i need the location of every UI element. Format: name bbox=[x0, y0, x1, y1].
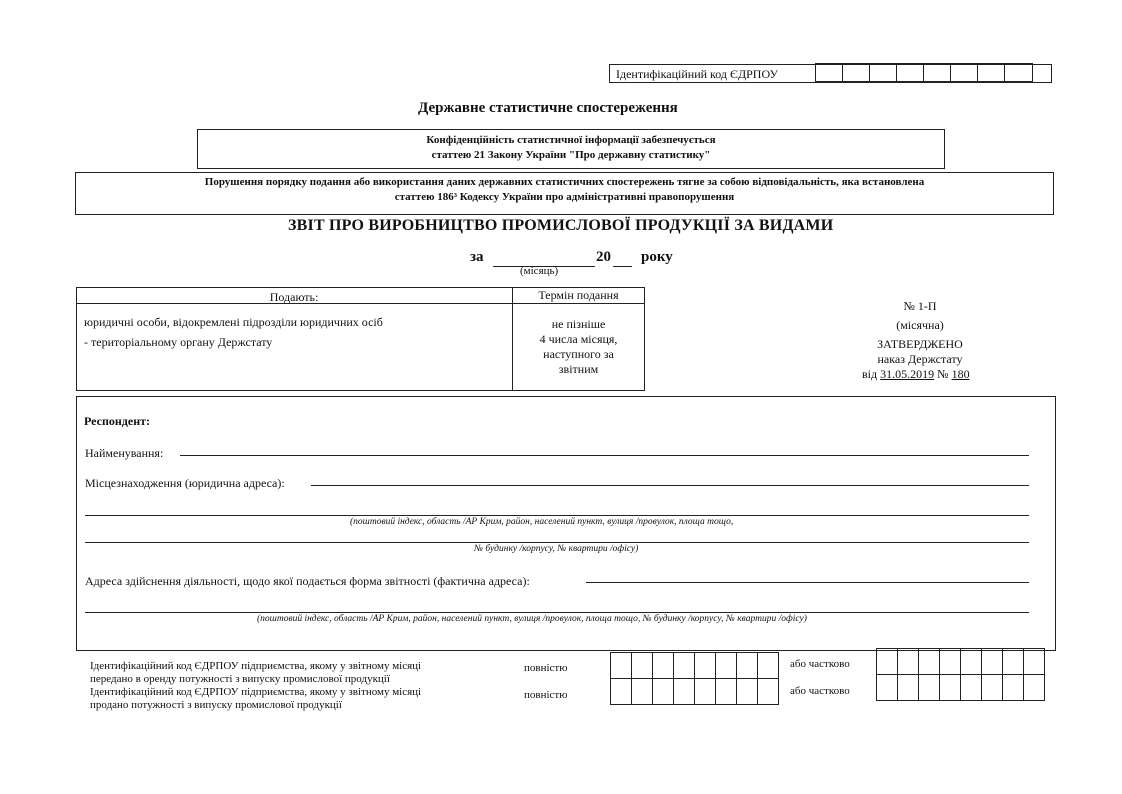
rent-label-line2: передано в оренду потужності з випуску промислової продукції bbox=[90, 673, 390, 685]
rent-partially-label: або частково bbox=[790, 658, 850, 670]
sold-label-line1: Ідентифікаційний код ЄДРПОУ підприємства, якому у звітному місяці bbox=[90, 686, 422, 698]
form-date-prefix: від bbox=[862, 367, 878, 381]
submit-col2-line3: наступного за bbox=[543, 347, 614, 361]
month-hint: (місяць) bbox=[520, 265, 559, 277]
rent-label-line1: Ідентифікаційний код ЄДРПОУ підприємства, якому у звітному місяці bbox=[90, 660, 422, 672]
report-title: ЗВІТ ПРО ВИРОБНИЦТВО ПРОМИСЛОВОЇ ПРОДУКЦІЇ ЗА ВИДАМИ bbox=[288, 217, 834, 234]
partially-code-grid[interactable] bbox=[877, 648, 1045, 701]
edrpou-code-cells[interactable] bbox=[816, 64, 1033, 82]
legal-address-hint2: № будинку /корпусу, № квартири /офісу) bbox=[474, 544, 639, 554]
period-za: за bbox=[470, 249, 484, 265]
actual-address-field[interactable] bbox=[586, 582, 1029, 583]
name-label: Найменування: bbox=[85, 446, 164, 460]
submit-col1-header: Подають: bbox=[269, 290, 319, 304]
form-order: наказ Держстату bbox=[877, 352, 963, 366]
submit-col2-line1: не пізніше bbox=[551, 317, 606, 331]
survey-title: Державне статистичне спостереження bbox=[418, 100, 678, 116]
year-field[interactable] bbox=[613, 266, 632, 267]
form-num: 180 bbox=[951, 367, 970, 381]
legal-address-field-2[interactable] bbox=[85, 515, 1029, 516]
form-num-prefix: № bbox=[937, 367, 949, 381]
legal-address-field-3[interactable] bbox=[85, 542, 1029, 543]
form-number: № 1-П bbox=[903, 299, 937, 313]
year-prefix: 20 bbox=[596, 249, 611, 265]
actual-address-hint: (поштовий індекс, область /АР Крим, район, населений пункт, вулиця /провулок, площа тощо, № будинку /корпусу, № квартири /офісу) bbox=[257, 614, 807, 624]
form-approval-date-line bbox=[862, 367, 970, 382]
submit-col2-header: Термін подання bbox=[538, 288, 619, 302]
confidentiality-line2: статтею 21 Закону України "Про державну статистику" bbox=[431, 149, 711, 161]
form-periodicity: (місячна) bbox=[896, 318, 944, 332]
sold-label-line2: продано потужності з випуску промислової продукції bbox=[90, 699, 342, 711]
actual-address-field-2[interactable] bbox=[85, 612, 1029, 613]
sold-partially-label: або частково bbox=[790, 685, 850, 697]
respondent-title: Респондент: bbox=[84, 414, 150, 428]
submit-col2-line4: звітним bbox=[558, 362, 599, 376]
submit-col2-line2: 4 числа місяця, bbox=[539, 332, 618, 346]
year-suffix: року bbox=[641, 249, 673, 265]
legal-address-hint1: (поштовий індекс, область /АР Крим, район, населений пункт, вулиця /провулок, площа тощо, bbox=[350, 517, 734, 527]
submit-col1-line2: - територіальному органу Держстату bbox=[84, 335, 273, 349]
name-field[interactable] bbox=[180, 455, 1029, 456]
legal-address-field[interactable] bbox=[311, 485, 1029, 486]
form-date: 31.05.2019 bbox=[880, 367, 935, 381]
rent-fully-label: повністю bbox=[524, 662, 568, 674]
violation-line2: статтею 186³ Кодексу України про адміністративні правопорушення bbox=[394, 191, 735, 203]
sold-fully-label: повністю bbox=[524, 689, 568, 701]
violation-line1: Порушення порядку подання або використання даних державних статистичних спостережень тягне за собою відповідальність, яка встановлена bbox=[204, 176, 925, 188]
legal-address-label: Місцезнаходження (юридична адреса): bbox=[85, 476, 285, 490]
confidentiality-line1: Конфіденційність статистичної інформації забезпечується bbox=[426, 134, 716, 146]
form-approved: ЗАТВЕРДЖЕНО bbox=[877, 337, 963, 351]
edrpou-label: Ідентифікаційний код ЄДРПОУ bbox=[616, 67, 778, 81]
actual-address-label: Адреса здійснення діяльності, щодо якої подається форма звітності (фактична адреса): bbox=[85, 574, 530, 588]
submit-col1-line1: юридичні особи, відокремлені підрозділи юридичних осіб bbox=[84, 315, 383, 329]
fully-code-grid[interactable] bbox=[611, 652, 779, 705]
